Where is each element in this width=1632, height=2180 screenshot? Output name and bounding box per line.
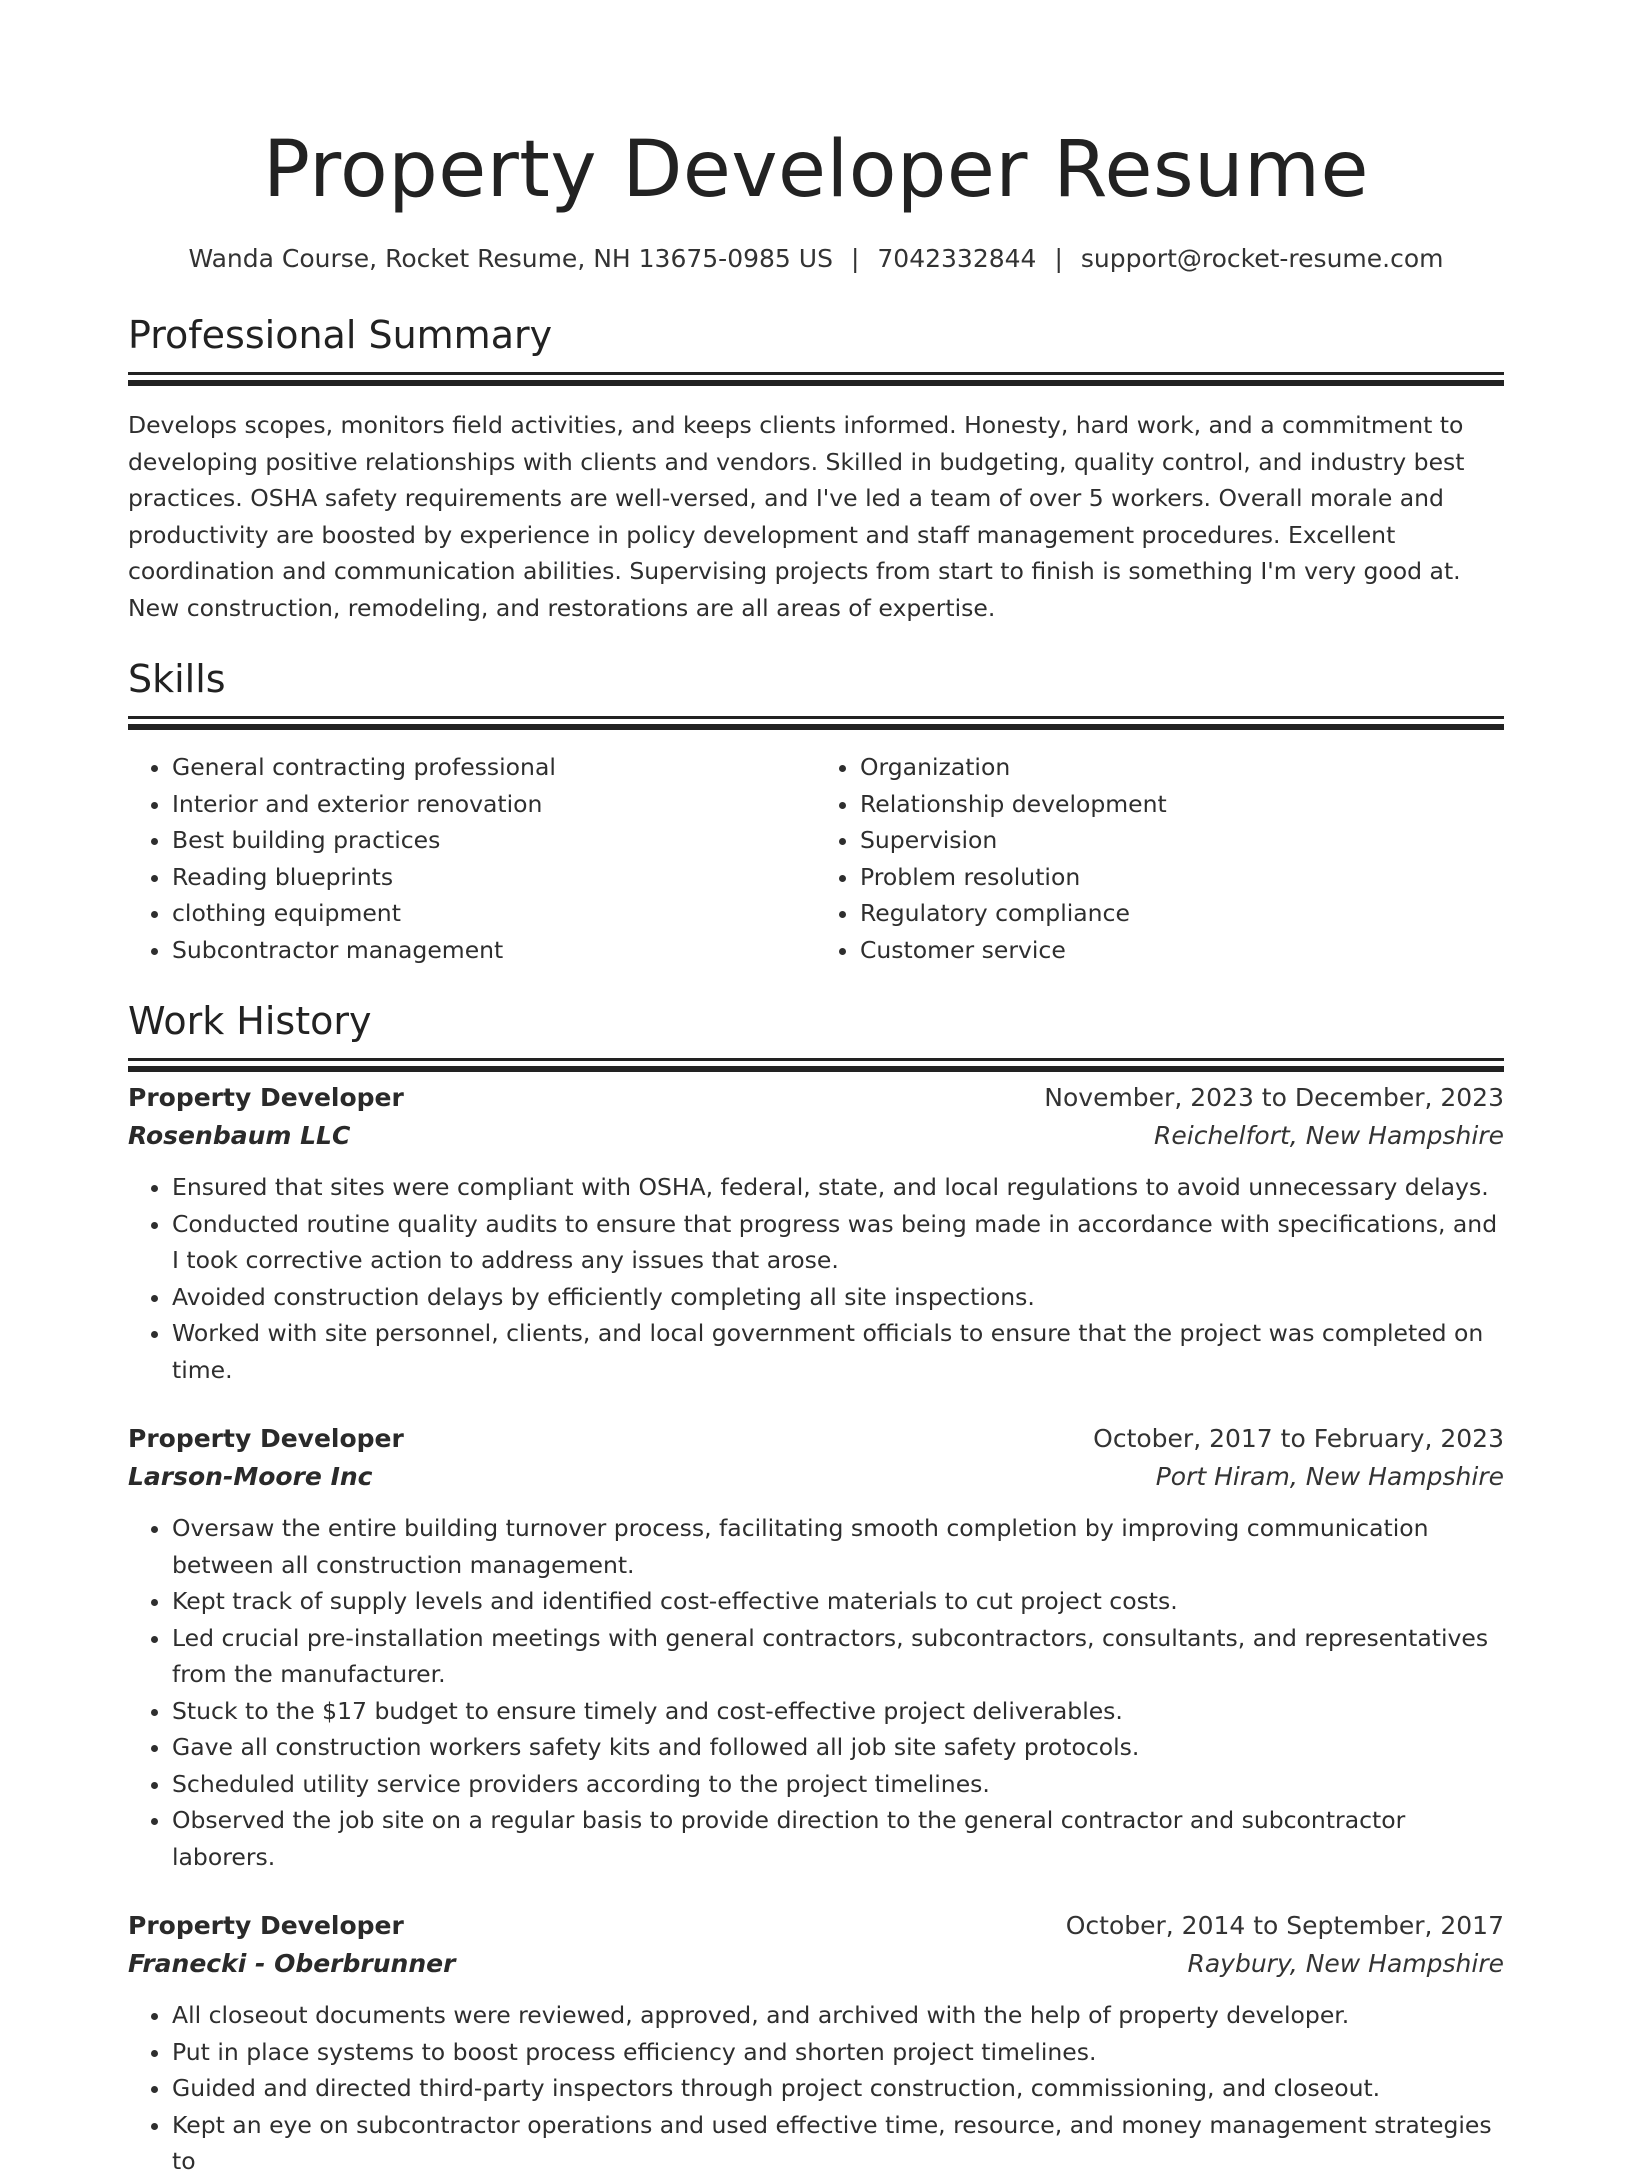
skill-item: • Organization	[860, 749, 1504, 786]
job-bullet: • Led crucial pre-installation meetings with general contractors, subcontractors, consultants, and representatives from the manufacturer.	[172, 1620, 1504, 1693]
skill-item: • Customer service	[860, 932, 1504, 969]
job-bullet: • Gave all construction workers safety kits and followed all job site safety protocols.	[172, 1729, 1504, 1766]
resume-title: Property Developer Resume	[262, 125, 1370, 215]
job-location: Reichelfort, New Hampshire	[1154, 1121, 1504, 1150]
job-header	[128, 1420, 1504, 1458]
skill-item: • Regulatory compliance	[860, 895, 1504, 932]
section-divider	[128, 372, 1504, 375]
job-entry	[128, 1420, 1504, 1875]
job-bullet: • Kept an eye on subcontractor operations and used effective time, resource, and money management strategies to	[172, 2107, 1504, 2180]
skills-list	[128, 749, 1504, 968]
skill-item: • Relationship development	[860, 786, 1504, 823]
skill-item: • Subcontractor management	[172, 932, 816, 969]
job-bullet: • Kept track of supply levels and identified cost-effective materials to cut project costs.	[172, 1583, 1504, 1620]
job-subheader	[128, 1458, 1504, 1496]
summary-text: Develops scopes, monitors field activities, and keeps clients informed. Honesty, hard work, and a commitment to developing positive relationships with clients and vendors. Skilled in budgeting, quality control, and industry best practices. OSHA safety requirements are well-versed, and I've led a team of over 5 workers. Overall morale and productivity are boosted by experience in policy development and staff management procedures. Excellent coordination and communication abilities. Supervising projects from start to finish is something I'm very good at. New construction, remodeling, and restorations are all areas of expertise.	[128, 411, 1465, 622]
job-dates: October, 2017 to February, 2023	[1093, 1424, 1504, 1453]
job-bullets	[128, 1510, 1504, 1875]
job-dates: November, 2023 to December, 2023	[1044, 1083, 1504, 1112]
skill-item: • Interior and exterior renovation	[172, 786, 816, 823]
skill-item: • Supervision	[860, 822, 1504, 859]
skill-item: • Best building practices	[172, 822, 816, 859]
contact-address: Wanda Course, Rocket Resume, NH 13675-0985 US	[188, 244, 833, 273]
job-bullets	[128, 1997, 1504, 2180]
job-bullet: • Stuck to the $17 budget to ensure timely and cost-effective project deliverables.	[172, 1693, 1504, 1730]
job-company: Larson-Moore Inc	[128, 1462, 373, 1491]
summary-heading: Professional Summary	[128, 313, 553, 357]
job-bullet: • Scheduled utility service providers according to the project timelines.	[172, 1766, 1504, 1803]
job-bullet: • Conducted routine quality audits to ensure that progress was being made in accordance with specifications, and I took corrective action to address any issues that arose.	[172, 1206, 1504, 1279]
section-divider	[128, 1058, 1504, 1061]
skills-column-left	[128, 749, 816, 968]
skill-item: • Reading blueprints	[172, 859, 816, 896]
job-title: Property Developer	[128, 1424, 404, 1453]
skill-item: • Problem resolution	[860, 859, 1504, 896]
job-entry	[128, 1907, 1504, 2180]
job-location: Port Hiram, New Hampshire	[1155, 1462, 1504, 1491]
skill-item: • General contracting professional	[172, 749, 816, 786]
job-title: Property Developer	[128, 1083, 404, 1112]
job-bullet: • Worked with site personnel, clients, and local government officials to ensure that the project was completed on time.	[172, 1315, 1504, 1388]
skills-heading: Skills	[128, 657, 226, 701]
job-company: Rosenbaum LLC	[128, 1121, 351, 1150]
contact-separator: |	[1054, 244, 1063, 273]
section-divider	[128, 716, 1504, 719]
job-bullet: • Ensured that sites were compliant with OSHA, federal, state, and local regulations to avoid unnecessary delays.	[172, 1169, 1504, 1206]
contact-phone: 7042332844	[877, 244, 1037, 273]
skills-column-right	[816, 749, 1504, 968]
job-bullet: • Oversaw the entire building turnover process, facilitating smooth completion by improving communication between all construction management.	[172, 1510, 1504, 1583]
job-bullet: • Observed the job site on a regular basis to provide direction to the general contractor and subcontractor laborers.	[172, 1802, 1504, 1875]
job-company: Franecki - Oberbrunner	[128, 1949, 456, 1978]
job-subheader	[128, 1945, 1504, 1983]
job-subheader	[128, 1117, 1504, 1155]
skill-item: • clothing equipment	[172, 895, 816, 932]
contact-email: support@rocket-resume.com	[1080, 244, 1444, 273]
contact-separator: |	[850, 244, 860, 273]
job-bullets	[128, 1169, 1504, 1388]
work-history-section	[128, 996, 1504, 2180]
job-header	[128, 1907, 1504, 1945]
job-location: Raybury, New Hampshire	[1187, 1949, 1504, 1978]
skills-section	[128, 654, 1504, 968]
job-bullet: • Avoided construction delays by efficiently completing all site inspections.	[172, 1279, 1504, 1316]
resume-page	[128, 0, 1504, 2180]
summary-section	[128, 310, 1504, 626]
job-bullet: • Guided and directed third-party inspectors through project construction, commissioning, and closeout.	[172, 2070, 1504, 2107]
job-dates: October, 2014 to September, 2017	[1065, 1911, 1504, 1940]
job-header	[128, 1079, 1504, 1117]
job-title: Property Developer	[128, 1911, 404, 1940]
work-history-heading: Work History	[128, 999, 372, 1043]
job-entry	[128, 1079, 1504, 1388]
contact-line	[128, 242, 1504, 276]
job-bullet: • All closeout documents were reviewed, approved, and archived with the help of property developer.	[172, 1997, 1504, 2034]
job-bullet: • Put in place systems to boost process efficiency and shorten project timelines.	[172, 2034, 1504, 2071]
